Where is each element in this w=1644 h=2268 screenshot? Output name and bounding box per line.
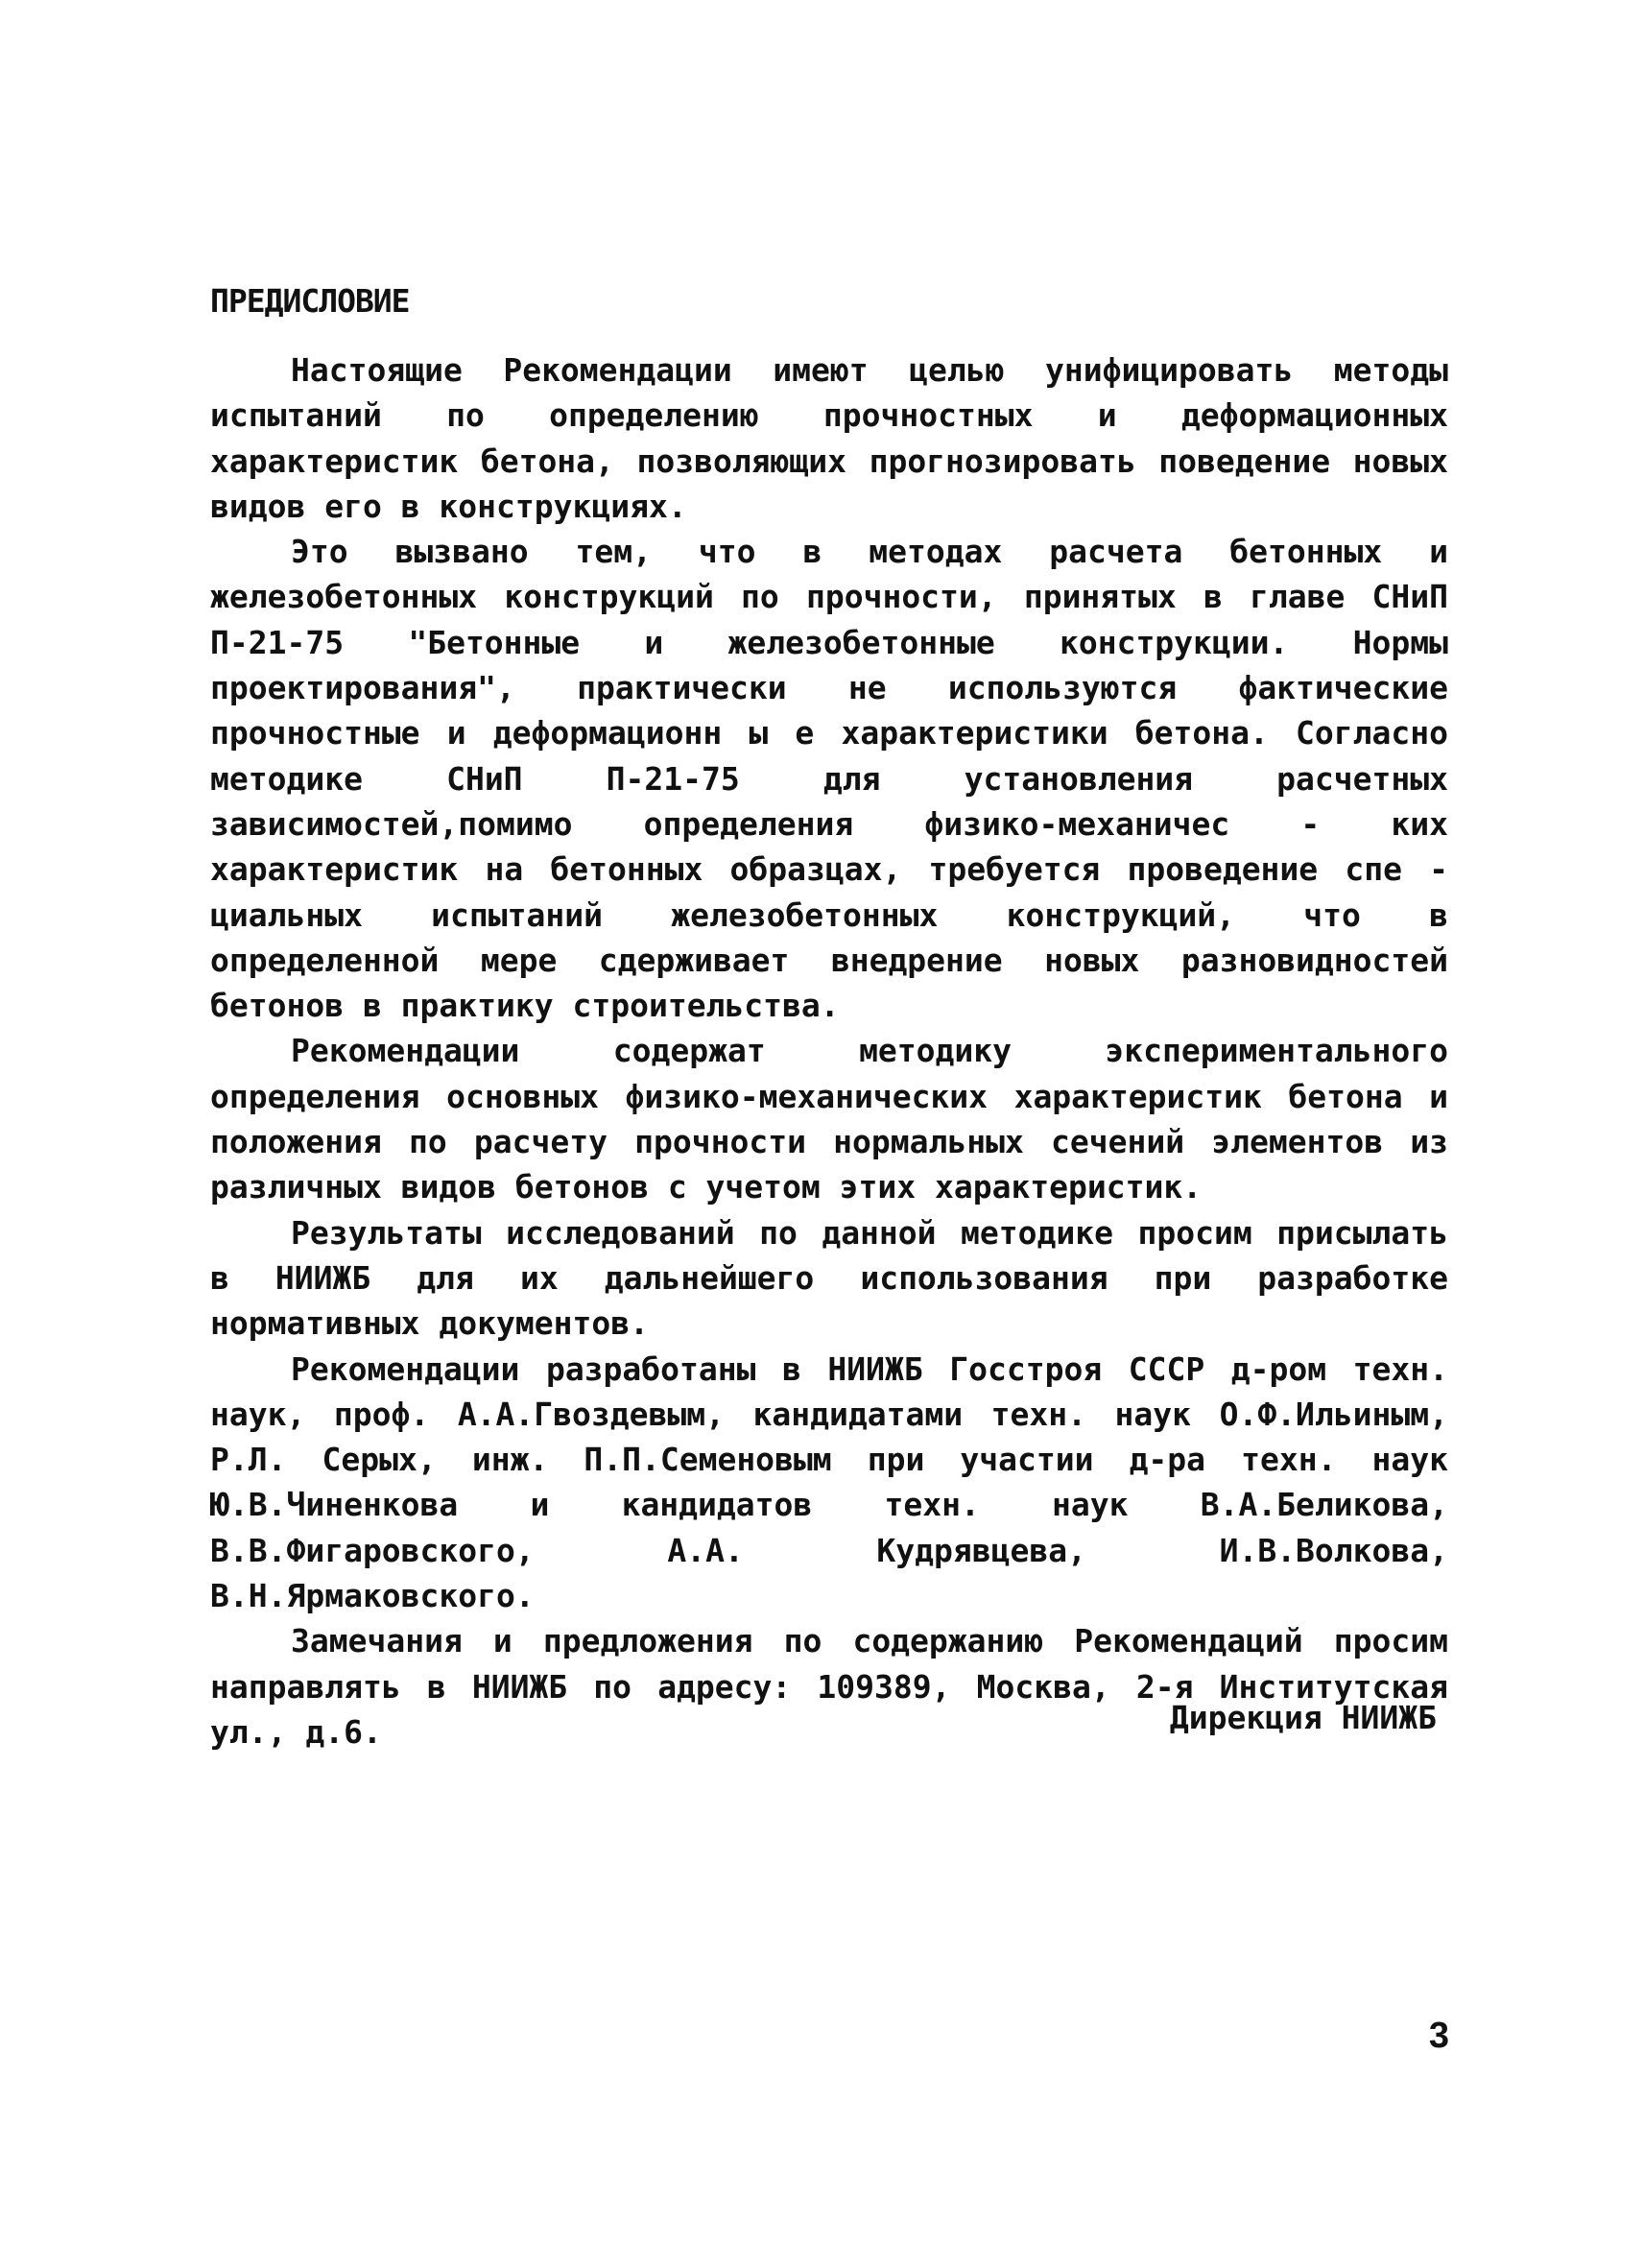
page-number: 3 [1428,2016,1449,2056]
page-title: ПРЕДИСЛОВИЕ [210,282,410,320]
paragraph-results-request: Результаты исследований по данной методике просим присылать в НИИЖБ для их дальнейшего использования при разработке нормативных документов. [210,1213,1448,1343]
paragraph-address: Замечания и предложения по содержанию Рекомендаций просим направлять в НИИЖБ по адресу: 109389, Москва, 2-я Институтская ул., д.6. [210,1622,1448,1751]
preface-body [210,347,1448,1755]
paragraph-authors: Рекомендации разработаны в НИИЖБ Госстроя СССР д-ром техн. наук, проф. А.А.Гвоздевым, кандидатами техн. наук О.Ф.Ильиным, Р.Л. Серых, инж. П.П.Семеновым при участии д-ра техн. наук Ю.В.Чиненкова и кандидатов техн. наук В.А.Беликова, В.В.Фигаровского, А.А. Кудрявцева, И.В.Волкова, В.Н.Ярмаковского. [210,1349,1448,1615]
signature: Дирекция НИИЖБ [1169,1699,1437,1736]
paragraph-purpose: Настоящие Рекомендации имеют целью унифицировать методы испытаний по определению прочностных и деформационных характеристик бетона, позволяющих прогнозировать поведение новых видов его в конструкциях. [210,351,1448,525]
paragraph-contents: Рекомендации содержат методику экспериментального определения основных физико-механических характеристик бетона и положения по расчету прочности нормальных сечений элементов из различных видов бетонов с учетом этих характеристик. [210,1032,1448,1206]
paragraph-reason: Это вызвано тем, что в методах расчета бетонных и железобетонных конструкций по прочности, принятых в главе СНиП П-21-75 "Бетонные и железобетонные конструкции. Нормы проектирования", практически не используются фактические прочностные и деформационн ы е характеристики бетона. Согласно методике СНиП П-21-75 для установления расчетных зависимостей,помимо определения физико-механичес - ких характеристик на бетонных образцах, требуется проведение спе - циальных испытаний железобетонных конструкций, что в определенной мере сдерживает внедрение новых разновидностей бетонов в практику строительства. [210,533,1448,1025]
